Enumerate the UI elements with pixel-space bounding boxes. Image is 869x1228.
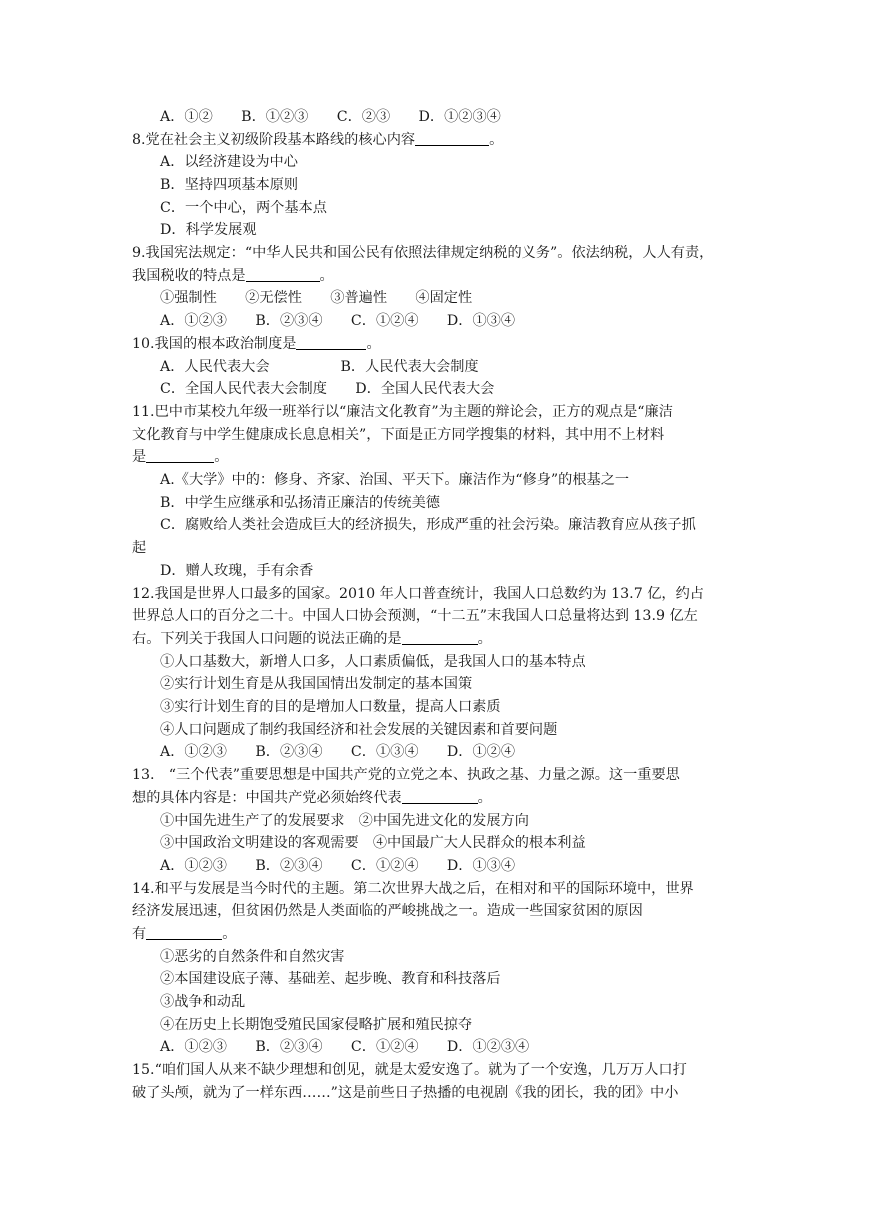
q12-stem-line1: 12.我国是世界人口最多的国家。2010 年人口普查统计，我国人口总数约为 13.7 亿，约占 (132, 586, 704, 602)
answer-blank (246, 267, 320, 282)
q11-stem-line2: 文化教育与中学生健康成长息息相关”，下面是正方同学搜集的材料，其中用不上材料 (132, 427, 665, 443)
q15-stem-line2: 破了头颅，就为了一样东西……”这是前些日子热播的电视剧《我的团长，我的团》中小 (132, 1085, 679, 1101)
q13-items-12: ①中国先进生产了的发展要求 ②中国先进文化的发展方向 (160, 813, 529, 829)
q10-stem: 10.我国的根本政治制度是 。 (132, 336, 381, 352)
q8-option-a: A．以经济建设为中心 (160, 154, 298, 170)
q8-option-d: D．科学发展观 (160, 222, 257, 238)
answer-blank (146, 448, 214, 463)
q12-item-3: ③实行计划生育的目的是增加人口数量，提高人口素质 (160, 699, 501, 715)
q10-options-cd: C．全国人民代表大会制度 D．全国人民代表大会 (160, 381, 495, 397)
q14-item-4: ④在历史上长期饱受殖民国家侵略扩展和殖民掠夺 (160, 1017, 473, 1033)
q12-stem-line3: 右。下列关于我国人口问题的说法正确的是 。 (132, 631, 492, 647)
q7-options: A．①② B．①②③ C．②③ D．①②③④ (160, 109, 501, 125)
q11-stem-line3: 是 。 (132, 449, 229, 465)
q15-stem-line1: 15.“咱们国人从来不缺少理想和创见，就是太爱安逸了。就为了一个安逸，几万万人口打 (132, 1062, 687, 1078)
q13-stem-line2: 想的具体内容是：中国共产党必须始终代表 。 (132, 790, 492, 806)
q11-option-d: D．赠人玫瑰，手有余香 (160, 563, 314, 579)
answer-blank (296, 335, 366, 350)
q11-option-c-cont: 起 (132, 540, 147, 556)
q10-options-ab: A．人民代表大会 B．人民代表大会制度 (160, 359, 479, 375)
q12-stem-line2: 世界总人口的百分之二十。中国人口协会预测，“十二五”末我国人口总量将达到 13.9 亿左 (132, 608, 698, 624)
q9-stem-line1: 9.我国宪法规定：“中华人民共和国公民有依照法律规定纳税的义务”。依法纳税，人人有责， (132, 245, 714, 261)
q9-items: ①强制性 ②无偿性 ③普遍性 ④固定性 (160, 290, 473, 306)
q11-option-c: C．腐败给人类社会造成巨大的经济损失，形成严重的社会污染。廉洁教育应从孩子抓 (160, 517, 696, 533)
answer-blank (402, 630, 478, 645)
q12-item-1: ①人口基数大，新增人口多，人口素质偏低，是我国人口的基本特点 (160, 654, 586, 670)
q14-item-2: ②本国建设底子薄、基础差、起步晚、教育和科技落后 (160, 971, 501, 987)
answer-blank (146, 925, 222, 940)
q14-item-3: ③战争和动乱 (160, 994, 246, 1010)
q9-stem-line2: 我国税收的特点是 。 (132, 268, 334, 284)
q12-item-4: ④人口问题成了制约我国经济和社会发展的关键因素和首要问题 (160, 722, 558, 738)
q14-stem-line1: 14.和平与发展是当今时代的主题。第二次世界大战之后，在相对和平的国际环境中，世界 (132, 881, 694, 897)
q13-stem-line1: 13. “三个代表”重要思想是中国共产党的立党之本、执政之基、力量之源。这一重要思 (132, 767, 680, 783)
q8-option-b: B．坚持四项基本原则 (160, 177, 299, 193)
q14-stem-line3: 有 。 (132, 926, 237, 942)
q9-options: A．①②③ B．②③④ C．①②④ D．①③④ (160, 313, 516, 329)
q13-items-34: ③中国政治文明建设的客观需要 ④中国最广大人民群众的根本利益 (160, 835, 586, 851)
q11-option-b: B．中学生应继承和弘扬清正廉洁的传统美德 (160, 495, 440, 511)
q8-option-c: C．一个中心，两个基本点 (160, 200, 327, 216)
q8-stem: 8.党在社会主义初级阶段基本路线的核心内容 。 (132, 132, 504, 148)
q14-item-1: ①恶劣的自然条件和自然灾害 (160, 949, 345, 965)
q12-options: A．①②③ B．②③④ C．①③④ D．①②④ (160, 744, 516, 760)
q13-options: A．①②③ B．②③④ C．①②④ D．①③④ (160, 858, 516, 874)
q11-option-a: A.《大学》中的：修身、齐家、治国、平天下。廉洁作为“修身”的根基之一 (160, 472, 630, 488)
q14-stem-line2: 经济发展迅速，但贫困仍然是人类面临的严峻挑战之一。造成一些国家贫困的原因 (132, 903, 643, 919)
answer-blank (415, 131, 489, 146)
q12-item-2: ②实行计划生育是从我国国情出发制定的基本国策 (160, 676, 473, 692)
answer-blank (402, 789, 478, 804)
q14-options: A．①②③ B．②③④ C．①②④ D．①②③④ (160, 1039, 530, 1055)
q11-stem-line1: 11.巴中市某校九年级一班举行以“廉洁文化教育”为主题的辩论会，正方的观点是“廉洁 (132, 404, 673, 420)
